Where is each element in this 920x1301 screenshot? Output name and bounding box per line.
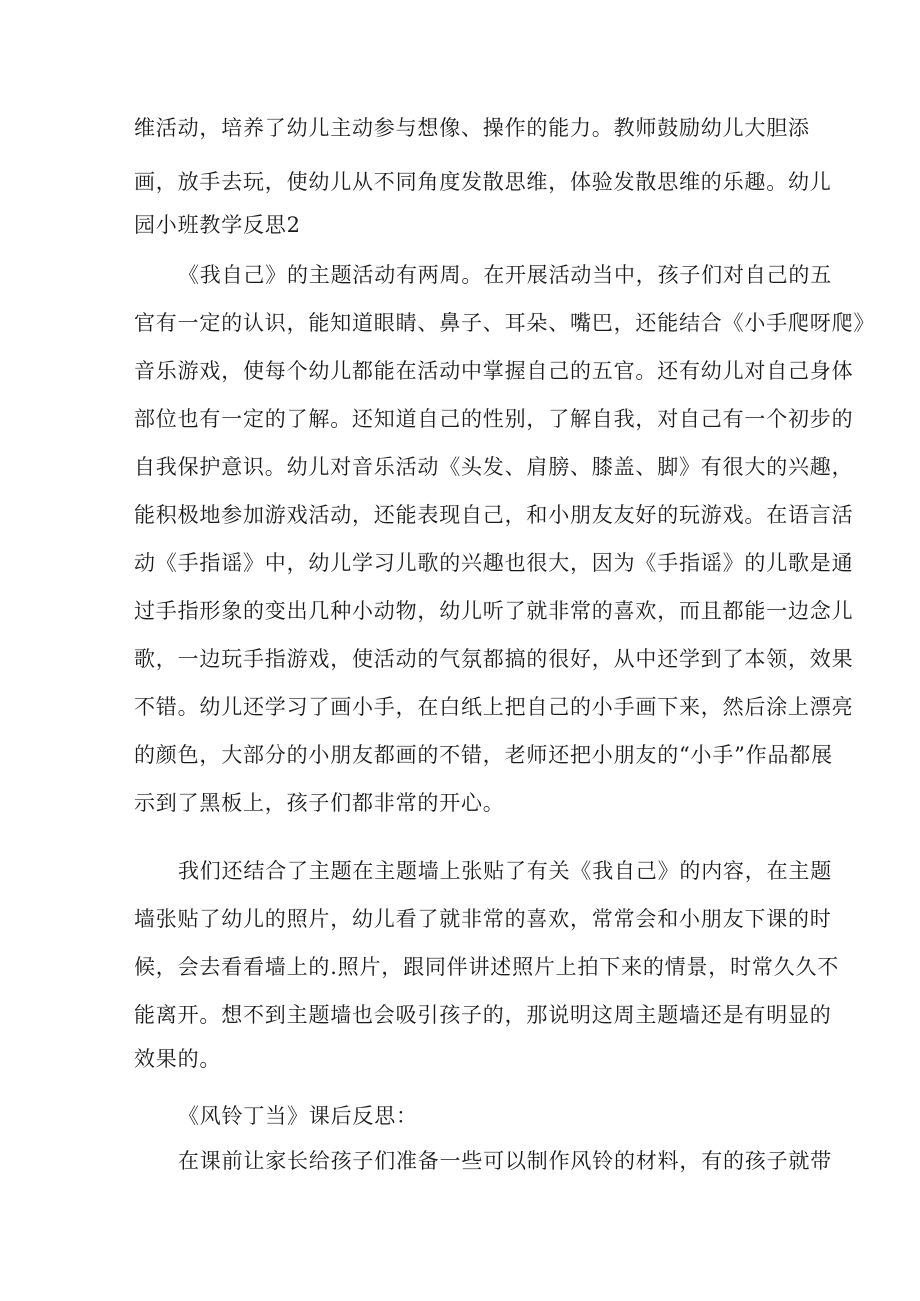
paragraph-start-line: 在课前让家长给孩子们准备一些可以制作风铃的材料，有的孩子就带 <box>178 1149 832 1173</box>
text-line: 的颜色，大部分的小朋友都画的不错，老师还把小朋友的“小手”作品都展 <box>134 743 833 767</box>
text-line: 过手指形象的变出几种小动物，幼儿听了就非常的喜欢，而且都能一边念儿 <box>134 599 854 623</box>
text-line: 歌，一边玩手指游戏，使活动的气氛都搞的很好，从中还学到了本领，效果 <box>134 647 854 671</box>
text-line: 墙张贴了幼儿的照片，幼儿看了就非常的喜欢，常常会和小朋友下课的时 <box>134 907 832 931</box>
text-line: 部位也有一定的了解。还知道自己的性别，了解自我，对自己有一个初步的 <box>134 407 854 431</box>
text-line: 能积极地参加游戏活动，还能表现自己，和小朋友友好的玩游戏。在语言活 <box>134 503 854 527</box>
text-line: 动《手指谣》中，幼儿学习儿歌的兴趣也很大，因为《手指谣》的儿歌是通 <box>134 551 854 575</box>
paragraph-start-line: 《我自己》的主题活动有两周。在开展活动当中，孩子们对自己的五 <box>178 263 832 287</box>
text-line: 效果的。 <box>134 1047 222 1071</box>
text-line: 音乐游戏，使每个幼儿都能在活动中掌握自己的五官。还有幼儿对自己身体 <box>134 359 854 383</box>
text-line: 画，放手去玩，使幼儿从不同角度发散思维，体验发散思维的乐趣。幼儿 <box>134 170 832 194</box>
text-line: 能离开。想不到主题墙也会吸引孩子的，那说明这周主题墙还是有明显的 <box>134 1003 832 1027</box>
text-line: 候，会去看看墙上的.照片，跟同伴讲述照片上拍下来的情景，时常久久不 <box>134 955 840 979</box>
text-line: 维活动，培养了幼儿主动参与想像、操作的能力。教师鼓励幼儿大胆添 <box>134 116 810 140</box>
text-line: 官有一定的认识，能知道眼睛、鼻子、耳朵、嘴巴，还能结合《小手爬呀爬》 <box>134 311 876 335</box>
section-heading: 《风铃丁当》课后反思： <box>178 1104 418 1128</box>
text-line: 不错。幼儿还学习了画小手，在白纸上把自己的小手画下来，然后涂上漂亮 <box>134 695 854 719</box>
text-line: 园小班教学反思2 <box>134 213 301 237</box>
text-line: 自我保护意识。幼儿对音乐活动《头发、肩膀、膝盖、脚》有很大的兴趣， <box>134 455 854 479</box>
text-line: 示到了黑板上，孩子们都非常的开心。 <box>134 791 505 815</box>
paragraph-start-line: 我们还结合了主题在主题墙上张贴了有关《我自己》的内容，在主题 <box>178 859 832 883</box>
